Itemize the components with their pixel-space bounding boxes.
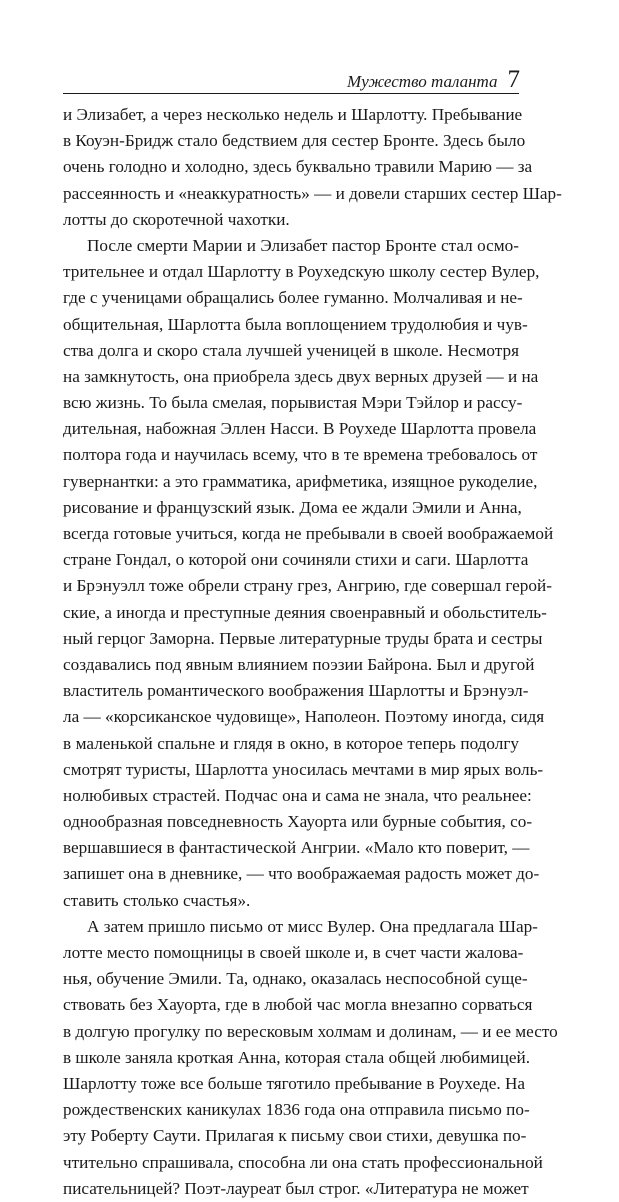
text-line: писательницей? Поэт-лауреат был строг. «Литература не может — [63, 1178, 529, 1198]
text-line: лотты до скоротечной чахотки. — [63, 209, 290, 229]
text-line: нолюбивых страстей. Подчас она и сама не знала, что реальнее: — [63, 785, 532, 805]
text-line: ставить столько счастья». — [63, 890, 251, 910]
text-line: гувернантки: а это грамматика, арифметика, изящное рукоделие, — [63, 471, 538, 491]
text-line: создавались под явным влиянием поэзии Байрона. Был и другой — [63, 654, 535, 674]
running-header — [347, 66, 520, 94]
text-line: очень голодно и холодно, здесь буквально травили Марию — за — [63, 157, 533, 177]
text-line: смотрят туристы, Шарлотта уносилась мечтами в мир ярых воль- — [63, 759, 544, 779]
text-line: где с ученицами обращались более гуманно. Молчаливая и не- — [63, 288, 523, 308]
text-line: властитель романтического воображения Шарлотты и Брэнуэл- — [63, 681, 529, 701]
paragraph — [63, 102, 562, 233]
page-number: 7 — [507, 66, 520, 93]
text-line: А затем пришло письмо от мисс Вулер. Она предлагала Шар- — [87, 916, 538, 936]
text-line: чтительно спрашивала, способна ли она стать профессиональной — [63, 1152, 543, 1172]
header-rule — [63, 93, 519, 94]
text-line: лотте место помощницы в своей школе и, в счет части жалова- — [63, 943, 524, 962]
text-line: рассеянность и «неаккуратность» — и довели старших сестер Шар- — [63, 183, 562, 203]
text-line: дительная, набожная Эллен Насси. В Роухеде Шарлотта провела — [63, 419, 537, 439]
text-line: общительная, Шарлотта была воплощением трудолюбия и чув- — [63, 314, 528, 334]
text-line: ный герцог Заморна. Первые литературные труды брата и сестры — [63, 628, 543, 648]
text-line: в школе заняла кроткая Анна, которая стала общей любимицей. — [63, 1047, 531, 1067]
text-line: всегда готовые учиться, когда не пребывали в своей воображаемой — [63, 524, 554, 543]
text-line: в Коуэн-Бридж стало бедствием для сестер Бронте. Здесь было — [63, 131, 526, 151]
text-line: стране Гондал, о которой они сочиняли стихи и саги. Шарлотта — [63, 550, 529, 570]
text-line: ла — «корсиканское чудовище», Наполеон. Поэтому иногда, сидя — [63, 707, 545, 727]
text-line: ства долга и скоро стала лучшей ученицей в школе. Несмотря — [63, 340, 519, 360]
text-line: нья, обучение Эмили. Та, однако, оказалась неспособной суще- — [63, 969, 528, 989]
text-line: трительнее и отдал Шарлотту в Роухедскую школу сестер Вулер, — [63, 262, 540, 282]
text-line: на замкнутость, она приобрела здесь двух верных друзей — и на — [63, 366, 539, 386]
text-line: в маленькой спальне и глядя в окно, в которое теперь подолгу — [63, 733, 519, 753]
text-line: всю жизнь. То была смелая, порывистая Мэри Тэйлор и рассу- — [63, 393, 523, 413]
text-line: ские, а иногда и преступные деяния своенравный и обольститель- — [63, 602, 547, 622]
text-line: и Элизабет, а через несколько недель и Шарлотту. Пребывание — [63, 105, 523, 124]
text-line: эту Роберту Саути. Прилагая к письму свои стихи, девушка по- — [63, 1126, 527, 1146]
text-line: рождественских каникулах 1836 года она отправила письмо по- — [63, 1100, 530, 1120]
text-line: Шарлотту тоже все больше тяготило пребывание в Роухеде. На — [63, 1073, 526, 1093]
body-text — [63, 102, 562, 1202]
text-line: в долгую прогулку по вересковым холмам и долинам, — и ее место — [63, 1021, 558, 1041]
text-line: однообразная повседневность Хауорта или бурные события, со- — [63, 812, 533, 832]
text-line: запишет она в дневнике, — что воображаемая радость может до- — [63, 864, 540, 884]
running-title: Мужество таланта — [347, 72, 498, 91]
text-line: вершавшиеся в фантастической Ангрии. «Мало кто поверит, — — [63, 838, 530, 858]
text-line: полтора года и научилась всему, что в те времена требовалось от — [63, 445, 538, 465]
text-line: и Брэнуэлл тоже обрели страну грез, Ангрию, где совершал герой- — [63, 576, 552, 596]
text-line: рисование и французский язык. Дома ее ждали Эмили и Анна, — [63, 497, 522, 517]
text-line: ствовать без Хауорта, где в любой час могла внезапно сорваться — [63, 995, 533, 1015]
text-line: После смерти Марии и Элизабет пастор Бронте стал осмо- — [87, 235, 519, 255]
paragraph — [63, 914, 558, 1202]
paragraph — [63, 233, 554, 914]
